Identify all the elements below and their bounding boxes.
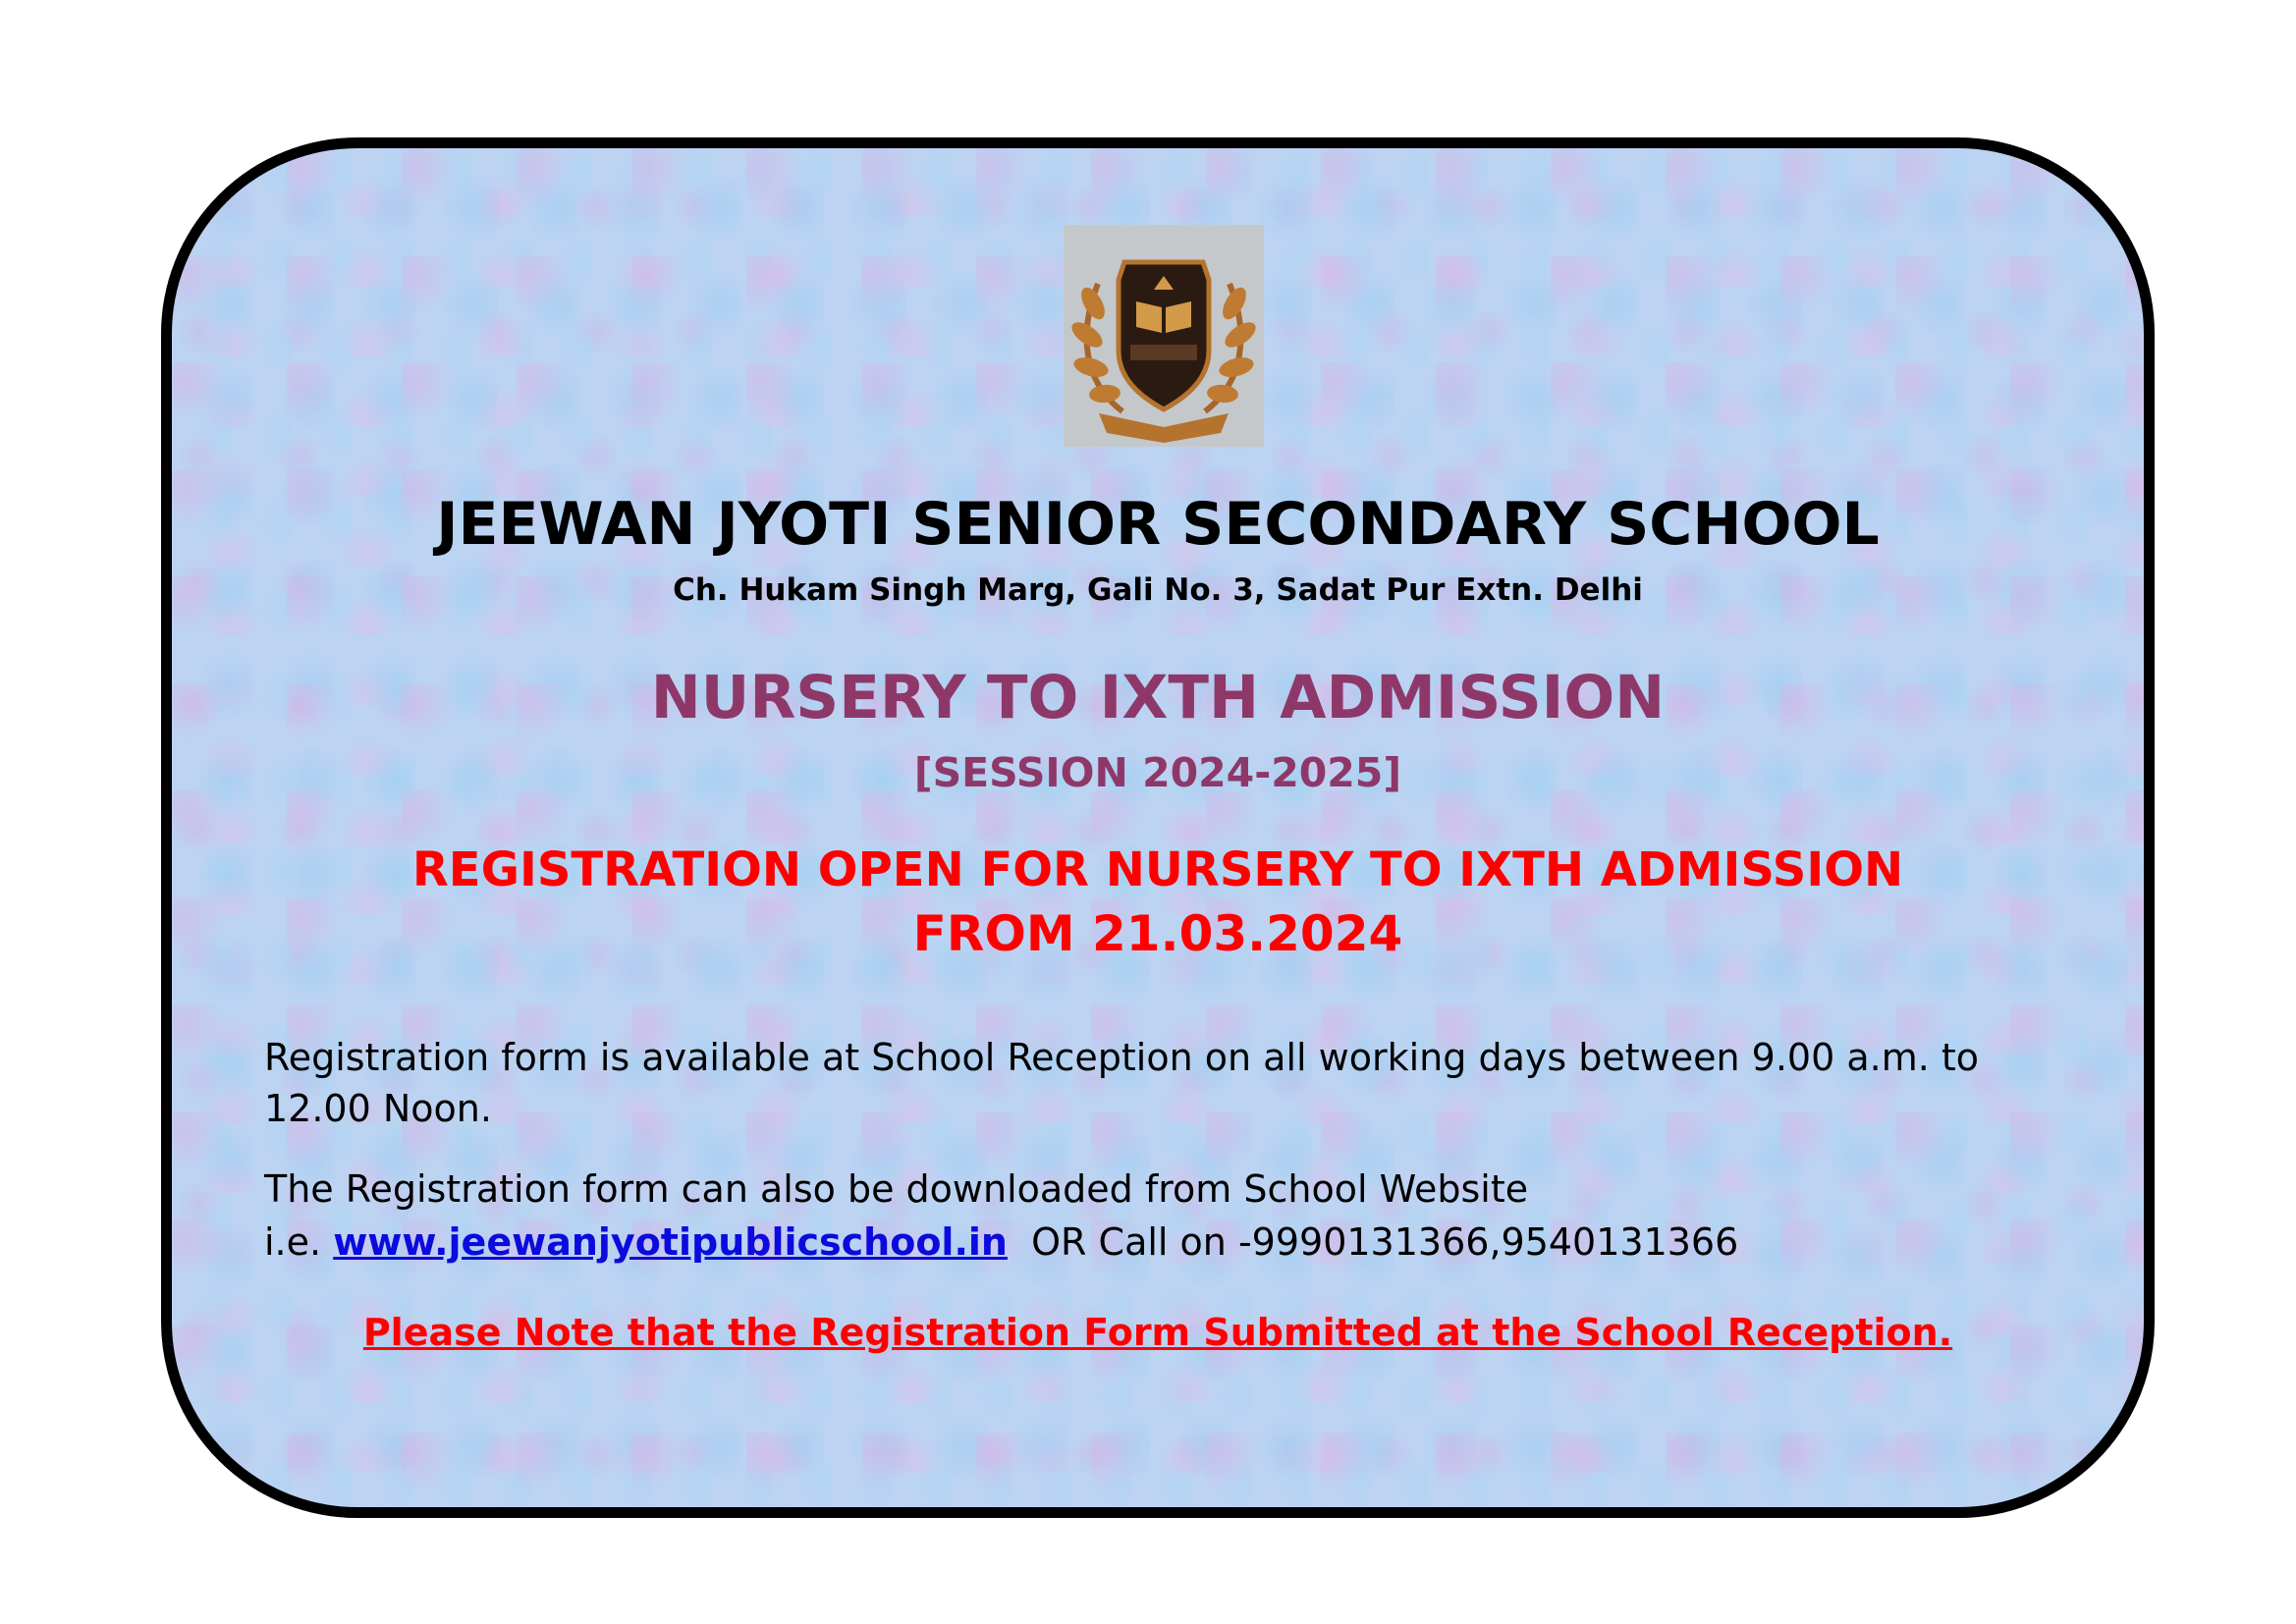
download-text: The Registration form can also be downloaded from School Website <box>264 1167 1529 1211</box>
school-address: Ch. Hukam Singh Marg, Gali No. 3, Sadat Pur Extn. Delhi <box>673 572 1643 608</box>
availability-line-2: 12.00 Noon. <box>264 1087 492 1130</box>
availability-line-1: Registration form is available at School Reception on all working days between 9.00 a.m. to <box>264 1036 1980 1079</box>
registration-date: FROM 21.03.2024 <box>912 905 1403 962</box>
admission-title: NURSERY TO IXTH ADMISSION <box>650 663 1666 732</box>
school-name: JEEWAN JYOTI SENIOR SECONDARY SCHOOL <box>436 490 1880 559</box>
session-label: [SESSION 2024-2025] <box>913 749 1402 796</box>
submission-note: Please Note that the Registration Form Submitted at the School Reception. <box>362 1311 1953 1354</box>
call-numbers: OR Call on -9990131366,9540131366 <box>1031 1220 1739 1264</box>
website-contact-line <box>264 1217 2081 1268</box>
school-crest-icon <box>1064 225 1264 447</box>
registration-heading: REGISTRATION OPEN FOR NURSERY TO IXTH ADMISSION <box>411 842 1904 897</box>
availability-text <box>264 1032 2081 1134</box>
admission-notice-card <box>161 137 2155 1518</box>
school-website-link[interactable]: www.jeewanjyotipublicschool.in <box>333 1220 1008 1264</box>
ie-prefix: i.e. <box>264 1220 322 1264</box>
